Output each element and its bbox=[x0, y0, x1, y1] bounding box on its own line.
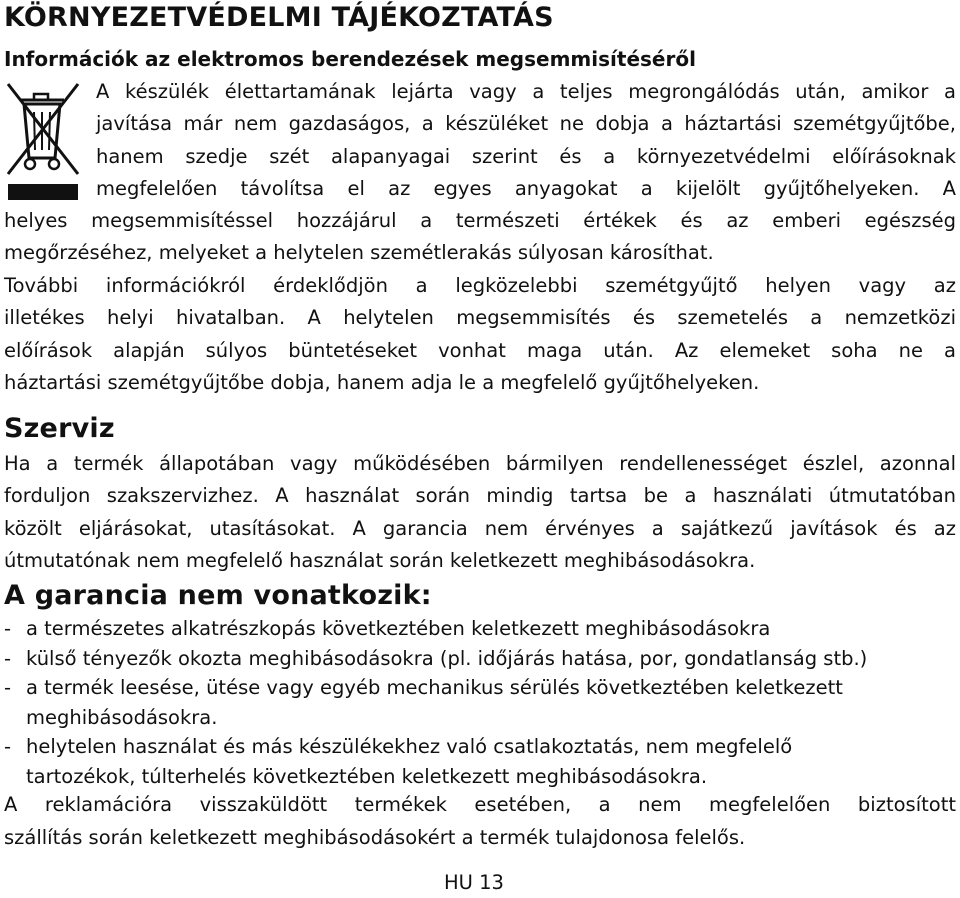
text-line: javítása már nem gazdaságos, a készüléket ne dobja a háztartási szemétgyűjtőbe, bbox=[96, 112, 956, 136]
text-line: előírások alapján súlyos büntetéseket vonhat maga után. Az elemeket soha ne a bbox=[4, 338, 956, 362]
text-line: A készülék élettartamának lejárta vagy a teljes megrongálódás után, amikor a bbox=[96, 80, 956, 103]
list-bullet: - bbox=[4, 646, 12, 670]
list-item-text: meghibásodásokra. bbox=[26, 705, 218, 729]
section-subtitle: Információk az elektromos berendezések megsemmisítéséről bbox=[4, 47, 696, 71]
text-line: útmutatónak nem megfelelő használat során keletkezett meghibásodásokra. bbox=[4, 548, 756, 572]
warranty-heading: A garancia nem vonatkozik: bbox=[4, 580, 432, 611]
text-line: megőrzéséhez, melyeket a helytelen szemétlerakás súlyosan károsíthat. bbox=[4, 241, 714, 265]
text-line: A reklamációra visszaküldött termékek esetében, a nem megfelelően biztosított bbox=[4, 793, 956, 816]
text-line: szállítás során keletkezett meghibásodásokért a termék tulajdonosa felelős. bbox=[4, 826, 746, 849]
page-title: KÖRNYEZETVÉDELMI TÁJÉKOZTATÁS bbox=[4, 2, 554, 33]
list-item bbox=[4, 644, 956, 674]
text-line: közölt eljárásokat, utasításokat. A garancia nem érvényes a sajátkezű javítások és az bbox=[4, 516, 956, 540]
list-item-text: a természetes alkatrészkopás következtében keletkezett meghibásodásokra bbox=[26, 617, 771, 640]
text-line: helyes megsemmisítéssel hozzájárul a természeti értékek és az emberi egészség bbox=[4, 209, 956, 233]
list-bullet: - bbox=[4, 676, 12, 699]
text-line: illetékes helyi hivatalban. A helytelen megsemmisítés és szemetelés a nemzetközi bbox=[4, 306, 956, 330]
text-line: forduljon szakszervizhez. A használat során mindig tartsa be a használati útmutatóban bbox=[4, 484, 956, 508]
list-item-text: helytelen használat és más készülékekhez való csatlakoztatás, nem megfelelő bbox=[26, 735, 793, 758]
list-item-text: külső tényezők okozta meghibásodásokra (pl. időjárás hatása, por, gondatlanság stb.) bbox=[26, 646, 868, 670]
list-item-text: a termék leesése, ütése vagy egyéb mechanikus sérülés következtében keletkezett bbox=[26, 676, 843, 699]
service-paragraph bbox=[4, 448, 956, 577]
text-line: hanem szedje szét alapanyagai szerint és a környezetvédelmi előírásoknak bbox=[96, 144, 956, 168]
claims-paragraph bbox=[4, 788, 956, 854]
warranty-exclusion-list bbox=[4, 614, 956, 791]
service-heading: Szerviz bbox=[4, 413, 115, 444]
text-line: További információkról érdeklődjön a legközelebbi szemétgyűjtő helyen vagy az bbox=[4, 274, 956, 297]
list-bullet: - bbox=[4, 735, 12, 758]
weee-paragraph bbox=[4, 76, 956, 270]
list-bullet: - bbox=[4, 617, 12, 640]
text-line: háztartási szemétgyűjtőbe dobja, hanem adja le a megfelelő gyűjtőhelyeken. bbox=[4, 370, 760, 394]
page-number: HU 13 bbox=[444, 871, 504, 894]
list-item bbox=[4, 673, 956, 732]
info-paragraph bbox=[4, 270, 956, 399]
text-line: megfelelően távolítsa el az egyes anyagokat a kijelölt gyűjtőhelyeken. A bbox=[96, 176, 956, 200]
text-line: Ha a termék állapotában vagy működésében bármilyen rendellenességet észlel, azonnal bbox=[4, 452, 956, 475]
list-item bbox=[4, 732, 956, 791]
list-item bbox=[4, 614, 956, 644]
list-item-text: tartozékok, túlterhelés következtében keletkezett meghibásodásokra. bbox=[26, 764, 708, 788]
